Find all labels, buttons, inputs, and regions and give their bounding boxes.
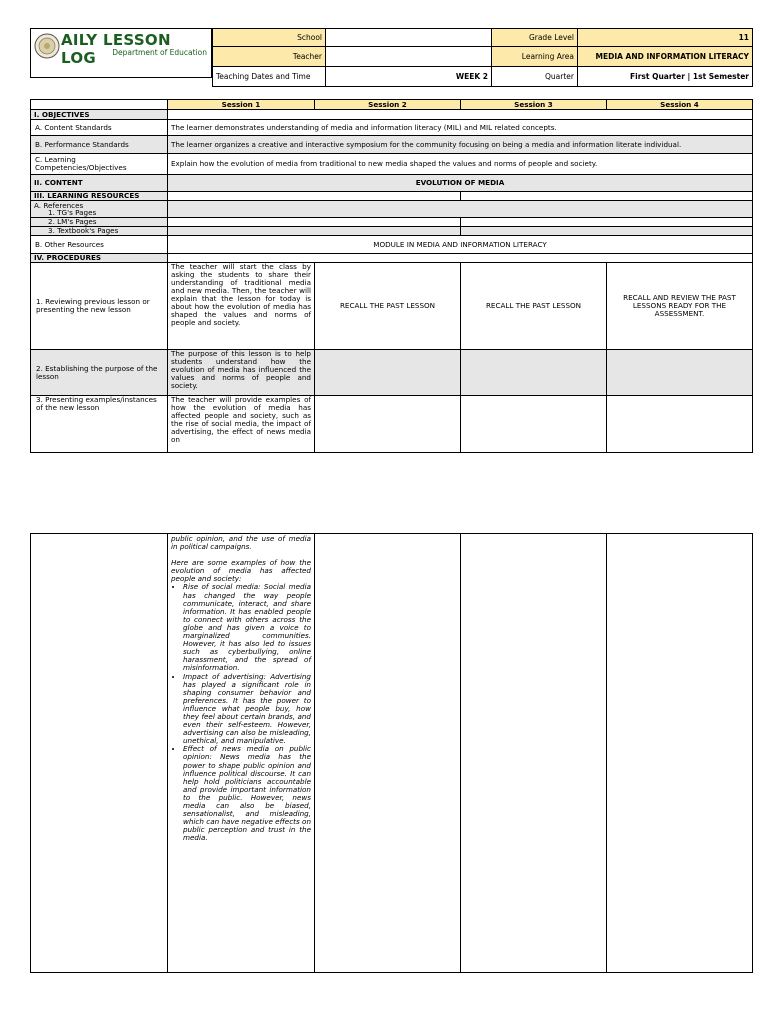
- procedure-step-1-session-3: RECALL THE PAST LESSON: [461, 263, 607, 350]
- procedures-blank: [168, 254, 753, 263]
- procedure-step-3-session-4: [607, 396, 753, 453]
- week-value: WEEK 2: [326, 67, 492, 87]
- grade-level-value: 11: [578, 29, 753, 47]
- header-row-dates: [213, 67, 753, 87]
- lesson-log-table-page-2: [30, 533, 753, 973]
- continuation-session-3: [461, 534, 607, 973]
- header-row-teacher: [213, 47, 753, 67]
- textbook-blank-2: [461, 227, 753, 236]
- references-blank: [168, 201, 753, 218]
- continuation-session-4: [607, 534, 753, 973]
- procedure-step-3-session-2: [315, 396, 461, 453]
- resources-blank-2: [461, 192, 753, 201]
- grade-level-label: Grade Level: [492, 29, 578, 47]
- header-info-table: [212, 28, 753, 87]
- lm-pages-row: [31, 218, 753, 227]
- procedure-step-2-label: 2. Establishing the purpose of the lesson: [31, 350, 168, 396]
- procedure-step-1-session-2: RECALL THE PAST LESSON: [315, 263, 461, 350]
- procedure-step-2-session-4: [607, 350, 753, 396]
- references-row: [31, 201, 753, 218]
- example-social-media: • Rise of social media: Social media has changed the way people communicate, interact, and share information. It has enabled people to connect with others across the globe and has given a voice to marginalized communities. However, it has also led to issues such as cyberbullying, online harassment, and the spread of misinformation.: [183, 583, 311, 672]
- content-row: [31, 175, 753, 192]
- session-2-header: Session 2: [315, 100, 461, 110]
- session-3-header: Session 3: [461, 100, 607, 110]
- teacher-label: Teacher: [213, 47, 326, 67]
- teacher-value: [326, 47, 492, 67]
- references-label: [31, 201, 168, 218]
- performance-standards-row: [31, 136, 753, 154]
- session-header-row: [31, 100, 753, 110]
- procedure-step-1-label: 1. Reviewing previous lesson or presenting the new lesson: [31, 263, 168, 350]
- performance-standards-text: The learner organizes a creative and interactive symposium for the community focusing on being a media and information literate individual.: [168, 136, 753, 154]
- examples-intro: Here are some examples of how the evolution of media has affected people and society:: [171, 558, 311, 584]
- learning-area-label: Learning Area: [492, 47, 578, 67]
- procedure-step-2-session-2: [315, 350, 461, 396]
- content-value: EVOLUTION OF MEDIA: [168, 175, 753, 192]
- session-header-blank: [31, 100, 168, 110]
- procedure-step-3-label: 3. Presenting examples/instances of the new lesson: [31, 396, 168, 453]
- content-standards-row: [31, 120, 753, 136]
- procedure-step-2-session-3: [461, 350, 607, 396]
- procedures-heading-row: [31, 254, 753, 263]
- other-resources-label: B. Other Resources: [31, 236, 168, 254]
- example-news-media: • Effect of news media on public opinion: News media has the power to shape public opinion and influence political discourse. It can help hold politicians accountable and provide important information to the public. However, news media can also be biased, sensationalist, and misleading, which can have negative effects on public perception and trust in the media.: [183, 745, 311, 842]
- competencies-label: C. Learning Competencies/Objectives: [31, 154, 168, 175]
- procedure-step-1-row: [31, 263, 753, 350]
- textbook-blank-1: [168, 227, 461, 236]
- header-logo-box: [30, 28, 212, 78]
- school-label: School: [213, 29, 326, 47]
- content-standards-text: The learner demonstrates understanding of media and information literacy (MIL) and MIL related concepts.: [168, 120, 753, 136]
- content-heading: II. CONTENT: [31, 175, 168, 192]
- objectives-blank: [168, 110, 753, 120]
- competencies-row: [31, 154, 753, 175]
- department-name: Department of Education: [112, 48, 207, 57]
- school-value: [326, 29, 492, 47]
- procedure-step-2-row: [31, 350, 753, 396]
- objectives-heading-row: [31, 110, 753, 120]
- continuation-text: public opinion, and the use of media in political campaigns.: [171, 534, 311, 552]
- competencies-text: Explain how the evolution of media from traditional to new media shaped the values and norms of people and society.: [168, 154, 753, 175]
- lm-blank-1: [168, 218, 461, 227]
- continuation-row: [31, 534, 753, 973]
- lm-pages-label: 2. LM's Pages: [31, 218, 168, 227]
- quarter-label: Quarter: [492, 67, 578, 87]
- session-4-header: Session 4: [607, 100, 753, 110]
- tg-pages-label: 1. TG's Pages: [48, 208, 97, 217]
- objectives-heading: I. OBJECTIVES: [31, 110, 168, 120]
- performance-standards-label: B. Performance Standards: [31, 136, 168, 154]
- procedure-step-3-session-1: The teacher will provide examples of how the evolution of media has affected people and society, such as the rise of social media, the impact of advertising, the effect of news media on: [168, 396, 315, 453]
- content-standards-label: A. Content Standards: [31, 120, 168, 136]
- other-resources-value: MODULE IN MEDIA AND INFORMATION LITERACY: [168, 236, 753, 254]
- resources-heading: III. LEARNING RESOURCES: [31, 192, 168, 201]
- other-resources-row: [31, 236, 753, 254]
- continuation-session-2: [315, 534, 461, 973]
- procedure-step-1-session-1: The teacher will start the class by asking the students to share their understanding of traditional media and new media. Then, the teacher will explain that the lesson for today is about how the evolution of media has shaped the values and norms of people and society.: [168, 263, 315, 350]
- deped-seal-icon: [34, 33, 60, 59]
- references-heading: A. References: [34, 200, 84, 210]
- header-row-school: [213, 29, 753, 47]
- continuation-session-1: [168, 534, 315, 973]
- example-advertising: • Impact of advertising: Advertising has played a significant role in shaping consumer behavior and preferences. It has the power to influence what people buy, how they feel about certain brands, and even their self-esteem. However, advertising can also be misleading, unethical, and manipulative.: [183, 673, 311, 746]
- quarter-value: [578, 67, 753, 87]
- procedure-step-3-row: [31, 396, 753, 453]
- lm-blank-2: [461, 218, 753, 227]
- textbook-pages-row: [31, 227, 753, 236]
- procedures-heading: IV. PROCEDURES: [31, 254, 168, 263]
- page-title: AILY LESSON LOG: [61, 31, 171, 67]
- dates-label: Teaching Dates and Time: [213, 67, 326, 87]
- resources-heading-row: [31, 192, 753, 201]
- session-1-header: Session 1: [168, 100, 315, 110]
- procedure-step-3-session-3: [461, 396, 607, 453]
- textbook-pages-label: 3. Textbook's Pages: [31, 227, 168, 236]
- quarter-value-text: First Quarter | 1st Semester: [630, 72, 749, 81]
- learning-area-value: MEDIA AND INFORMATION LITERACY: [578, 47, 753, 67]
- continuation-label-blank: [31, 534, 168, 973]
- lesson-log-table: [30, 99, 753, 453]
- procedure-step-2-session-1: The purpose of this lesson is to help students understand how the evolution of media has influenced the values and norms of people and society.: [168, 350, 315, 396]
- procedure-step-1-session-4: RECALL AND REVIEW THE PAST LESSONS READY FOR THE ASSESSMENT.: [607, 263, 753, 350]
- examples-list: [171, 583, 311, 842]
- resources-blank-1: [168, 192, 461, 201]
